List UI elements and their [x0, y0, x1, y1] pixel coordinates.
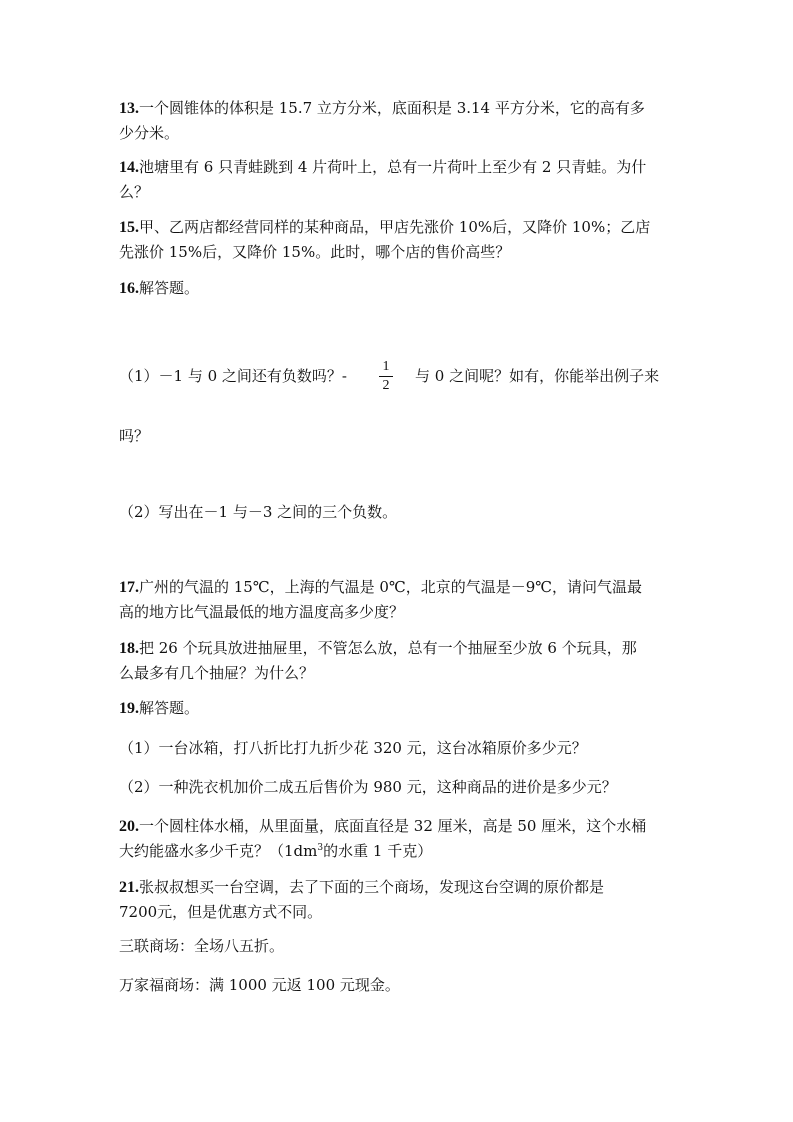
question-number: 16.	[119, 280, 139, 297]
sub-question-text: 吗？	[119, 427, 150, 445]
question-18	[119, 636, 679, 685]
store-offer-text: 万家福商场：满 1000 元返 100 元现金。	[119, 976, 400, 994]
question-15	[119, 215, 679, 264]
superscript: 3	[317, 843, 324, 853]
question-text: 么最多有几个抽屉？为什么？	[119, 664, 315, 682]
question-number: 20.	[119, 818, 139, 835]
fraction-denominator: 2	[382, 378, 390, 393]
question-16-heading	[119, 276, 679, 301]
question-19-part-2	[119, 775, 719, 799]
store-offer-1	[119, 934, 679, 958]
question-text: 高的地方比气温最低的地方温度高多少度？	[119, 603, 405, 621]
question-13	[119, 96, 679, 145]
sub-question-text: （1）一台冰箱，打八折比打九折少花 320 元，这台冰箱原价多少元？	[119, 739, 587, 757]
question-number: 14.	[119, 159, 139, 176]
fraction-bar	[379, 376, 393, 377]
question-text: 么？	[119, 183, 150, 201]
question-title: 解答题。	[139, 279, 200, 297]
question-number: 21.	[119, 879, 139, 896]
fraction-numerator: 1	[382, 359, 390, 374]
question-20	[119, 814, 679, 863]
question-16-part-1-wrap	[119, 424, 679, 448]
sub-question-text: 与 0 之间呢？如有，你能举出例子来	[415, 367, 660, 385]
question-text: 大约能盛水多少千克？（1dm	[119, 842, 318, 860]
question-text: 7200元，但是优惠方式不同。	[119, 903, 323, 921]
store-offer-text: 三联商场：全场八五折。	[119, 937, 285, 955]
question-21	[119, 875, 679, 924]
question-16-part-2	[119, 500, 679, 524]
question-14	[119, 155, 679, 204]
question-number: 13.	[119, 100, 139, 117]
question-number: 17.	[119, 579, 139, 596]
question-text: 甲、乙两店都经营同样的某种商品，甲店先涨价 10%后，又降价 10%；乙店	[139, 218, 651, 236]
question-title: 解答题。	[139, 699, 200, 717]
question-text: 张叔叔想买一台空调，去了下面的三个商场，发现这台空调的原价都是	[139, 878, 605, 896]
question-text: 的水重 1 千克）	[323, 842, 433, 860]
question-text: 一个圆柱体水桶，从里面量，底面直径是 32 厘米，高是 50 厘米，这个水桶	[139, 817, 647, 835]
question-text: 池塘里有 6 只青蛙跳到 4 片荷叶上，总有一片荷叶上至少有 2 只青蛙。为什	[139, 158, 647, 176]
question-number: 19.	[119, 700, 139, 717]
sub-question-text: （2）一种洗衣机加价二成五后售价为 980 元，这种商品的进价是多少元？	[119, 778, 617, 796]
question-number: 15.	[119, 219, 139, 236]
question-text: 先涨价 15%后，又降价 15%。此时，哪个店的售价高些？	[119, 243, 511, 261]
question-number: 18.	[119, 640, 139, 657]
question-19-part-1	[119, 736, 719, 760]
question-16-part-1-continued	[415, 364, 685, 388]
fraction-one-half	[379, 359, 393, 394]
store-offer-2	[119, 973, 679, 997]
question-19-heading	[119, 696, 679, 721]
sub-question-text: （1）－1 与 0 之间还有负数吗？-	[119, 367, 348, 385]
question-text: 广州的气温的 15℃，上海的气温是 0℃，北京的气温是－9℃，请问气温最	[139, 578, 643, 596]
question-text: 少分米。	[119, 124, 180, 142]
question-17	[119, 575, 679, 624]
sub-question-text: （2）写出在－1 与－3 之间的三个负数。	[119, 503, 398, 521]
question-text: 把 26 个玩具放进抽屉里，不管怎么放，总有一个抽屉至少放 6 个玩具，那	[139, 639, 637, 657]
question-text: 一个圆锥体的体积是 15.7 立方分米，底面积是 3.14 平方分米，它的高有多	[139, 99, 645, 117]
